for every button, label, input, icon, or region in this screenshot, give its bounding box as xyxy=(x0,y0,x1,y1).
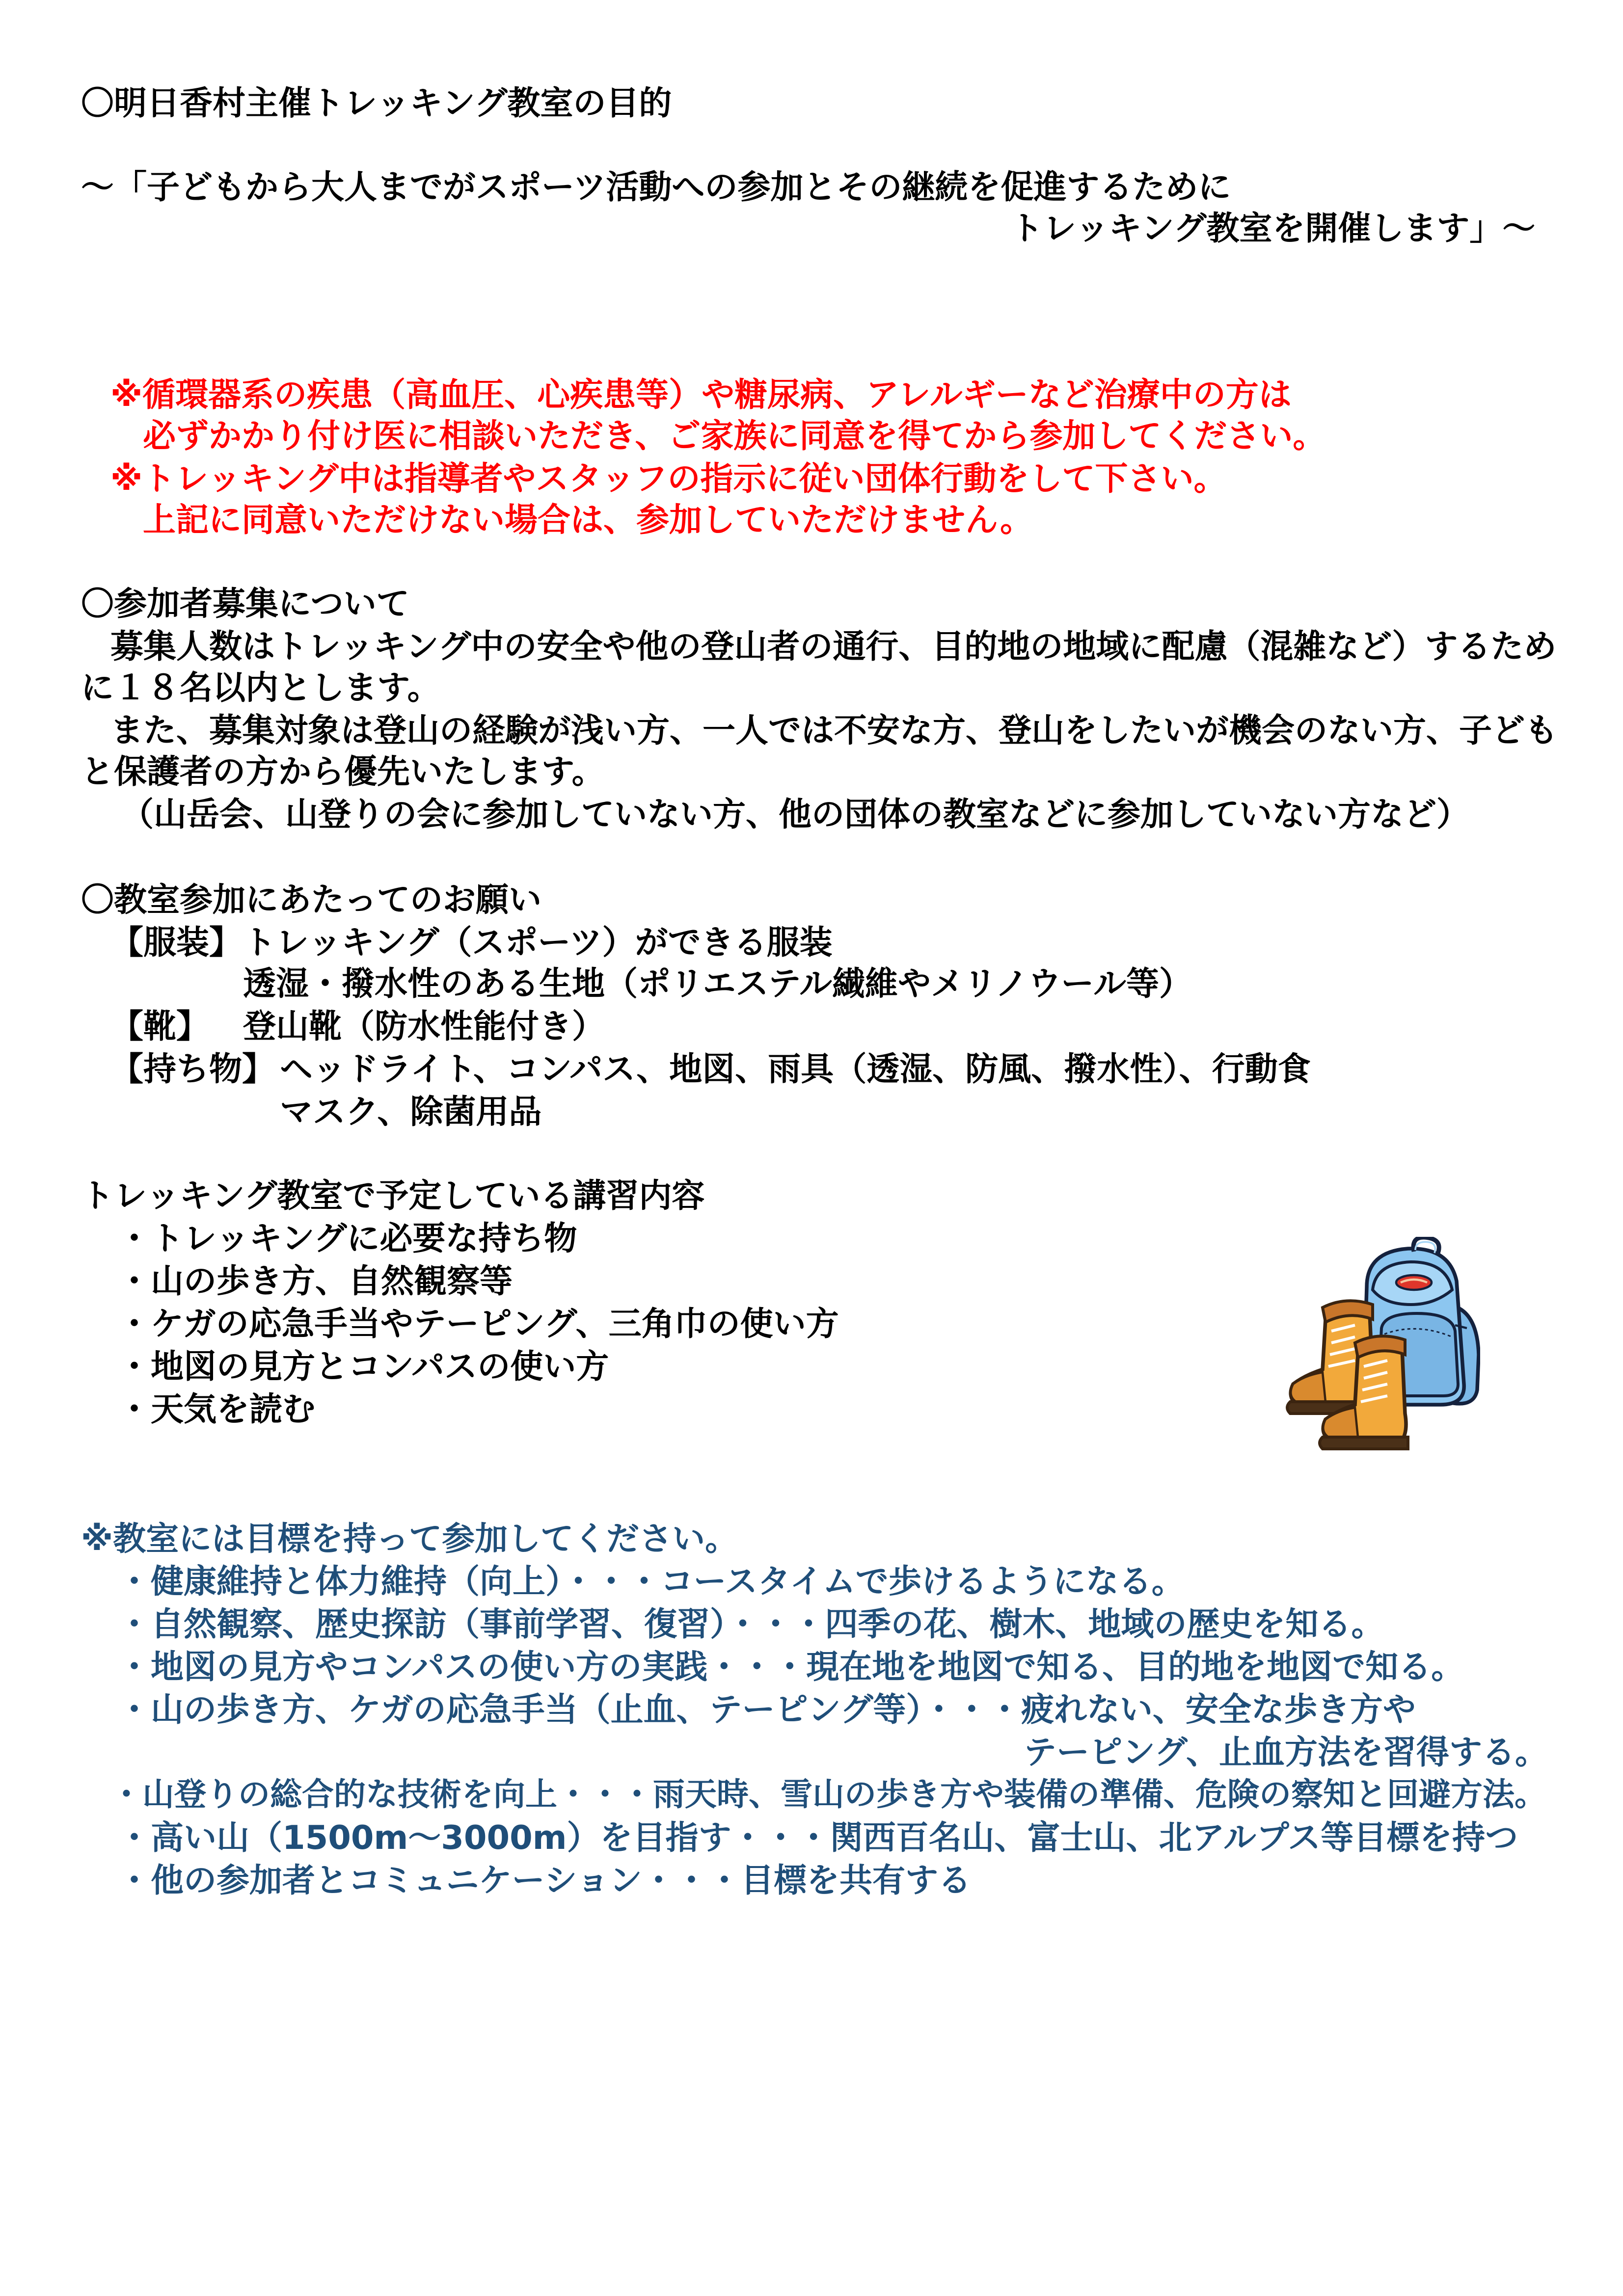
clothing-label: 【服装】 xyxy=(110,923,242,961)
notice-line: 上記に同意いただけない場合は、参加していただけません。 xyxy=(143,501,1033,539)
goal-item: ・山の歩き方、ケガの応急手当（止血、テーピング等）・・・疲れない、安全な歩き方や xyxy=(118,1690,1416,1729)
list-item: ・地図の見方とコンパスの使い方 xyxy=(118,1347,609,1386)
goal-item-continuation: テーピング、止血方法を習得する。 xyxy=(1024,1733,1548,1771)
recruitment-line: また、募集対象は登山の経験が浅い方、一人では不安な方、登山をしたいが機会のない方、子ども xyxy=(110,711,1558,749)
list-item: ・トレッキングに必要な持ち物 xyxy=(118,1219,577,1257)
recruitment-line: に１８名以内とします。 xyxy=(81,668,440,707)
shoes-label: 【靴】 xyxy=(110,1007,209,1045)
list-item: ・天気を読む xyxy=(118,1390,315,1428)
clothing-value: 透湿・撥水性のある生地（ポリエステル繊維やメリノウール等） xyxy=(243,964,1192,1003)
goals-heading: ※教室には目標を持って参加してください。 xyxy=(81,1520,738,1558)
belongings-value: ヘッドライト、コンパス、地図、雨具（透湿、防風、撥水性）、行動食 xyxy=(280,1050,1311,1088)
requests-heading: 〇教室参加にあたってのお願い xyxy=(81,881,541,919)
recruitment-heading: 〇参加者募集について xyxy=(81,585,409,623)
notice-line: ※トレッキング中は指導者やスタッフの指示に従い団体行動をして下さい。 xyxy=(110,459,1227,498)
goal-item: ・健康維持と体力維持（向上）・・・コースタイムで歩けるようになる。 xyxy=(118,1562,1185,1601)
belongings-value: マスク、除菌用品 xyxy=(280,1093,542,1131)
list-item: ・山の歩き方、自然観察等 xyxy=(118,1262,513,1300)
document-title: 〇明日香村主催トレッキング教室の目的 xyxy=(81,84,672,122)
notice-line: 必ずかかり付け医に相談いただき、ご家族に同意を得てから参加してください。 xyxy=(143,417,1326,455)
goal-item: ・地図の見方やコンパスの使い方の実践・・・現在地を地図で知る、目的地を地図で知る。 xyxy=(118,1648,1464,1686)
goal-item: ・他の参加者とコミュニケーション・・・目標を共有する xyxy=(118,1861,971,1899)
purpose-line-2: トレッキング教室を開催します」～ xyxy=(1010,209,1536,247)
course-heading: トレッキング教室で予定している講習内容 xyxy=(81,1176,705,1215)
belongings-label: 【持ち物】 xyxy=(110,1050,275,1088)
backpack-boots-illustration xyxy=(1281,1237,1480,1450)
shoes-value: 登山靴（防水性能付き） xyxy=(243,1007,605,1045)
purpose-line-1: ～「子どもから大人までがスポーツ活動への参加とその継続を促進するために xyxy=(81,168,1231,206)
clothing-value: トレッキング（スポーツ）ができる服装 xyxy=(243,923,833,961)
notice-line: ※循環器系の疾患（高血圧、心疾患等）や糖尿病、アレルギーなど治療中の方は xyxy=(110,375,1292,414)
recruitment-line: 募集人数はトレッキング中の安全や他の登山者の通行、目的地の地域に配慮（混雑など）するため xyxy=(110,627,1557,666)
goal-item: ・高い山（1500m～3000m）を目指す・・・関西百名山、富士山、北アルプス等目標を持つ xyxy=(118,1818,1518,1857)
recruitment-line: と保護者の方から優先いたします。 xyxy=(81,752,605,791)
goal-item: ・自然観察、歴史探訪（事前学習、復習）・・・四季の花、樹木、地域の歴史を知る。 xyxy=(118,1605,1384,1643)
list-item: ・ケガの応急手当やテーピング、三角巾の使い方 xyxy=(118,1305,839,1343)
recruitment-line: （山岳会、山登りの会に参加していない方、他の団体の教室などに参加していない方など） xyxy=(121,795,1469,833)
goal-item: ・山登りの総合的な技術を向上・・・雨天時、雪山の歩き方や装備の準備、危険の察知と回避方法。 xyxy=(110,1776,1547,1813)
